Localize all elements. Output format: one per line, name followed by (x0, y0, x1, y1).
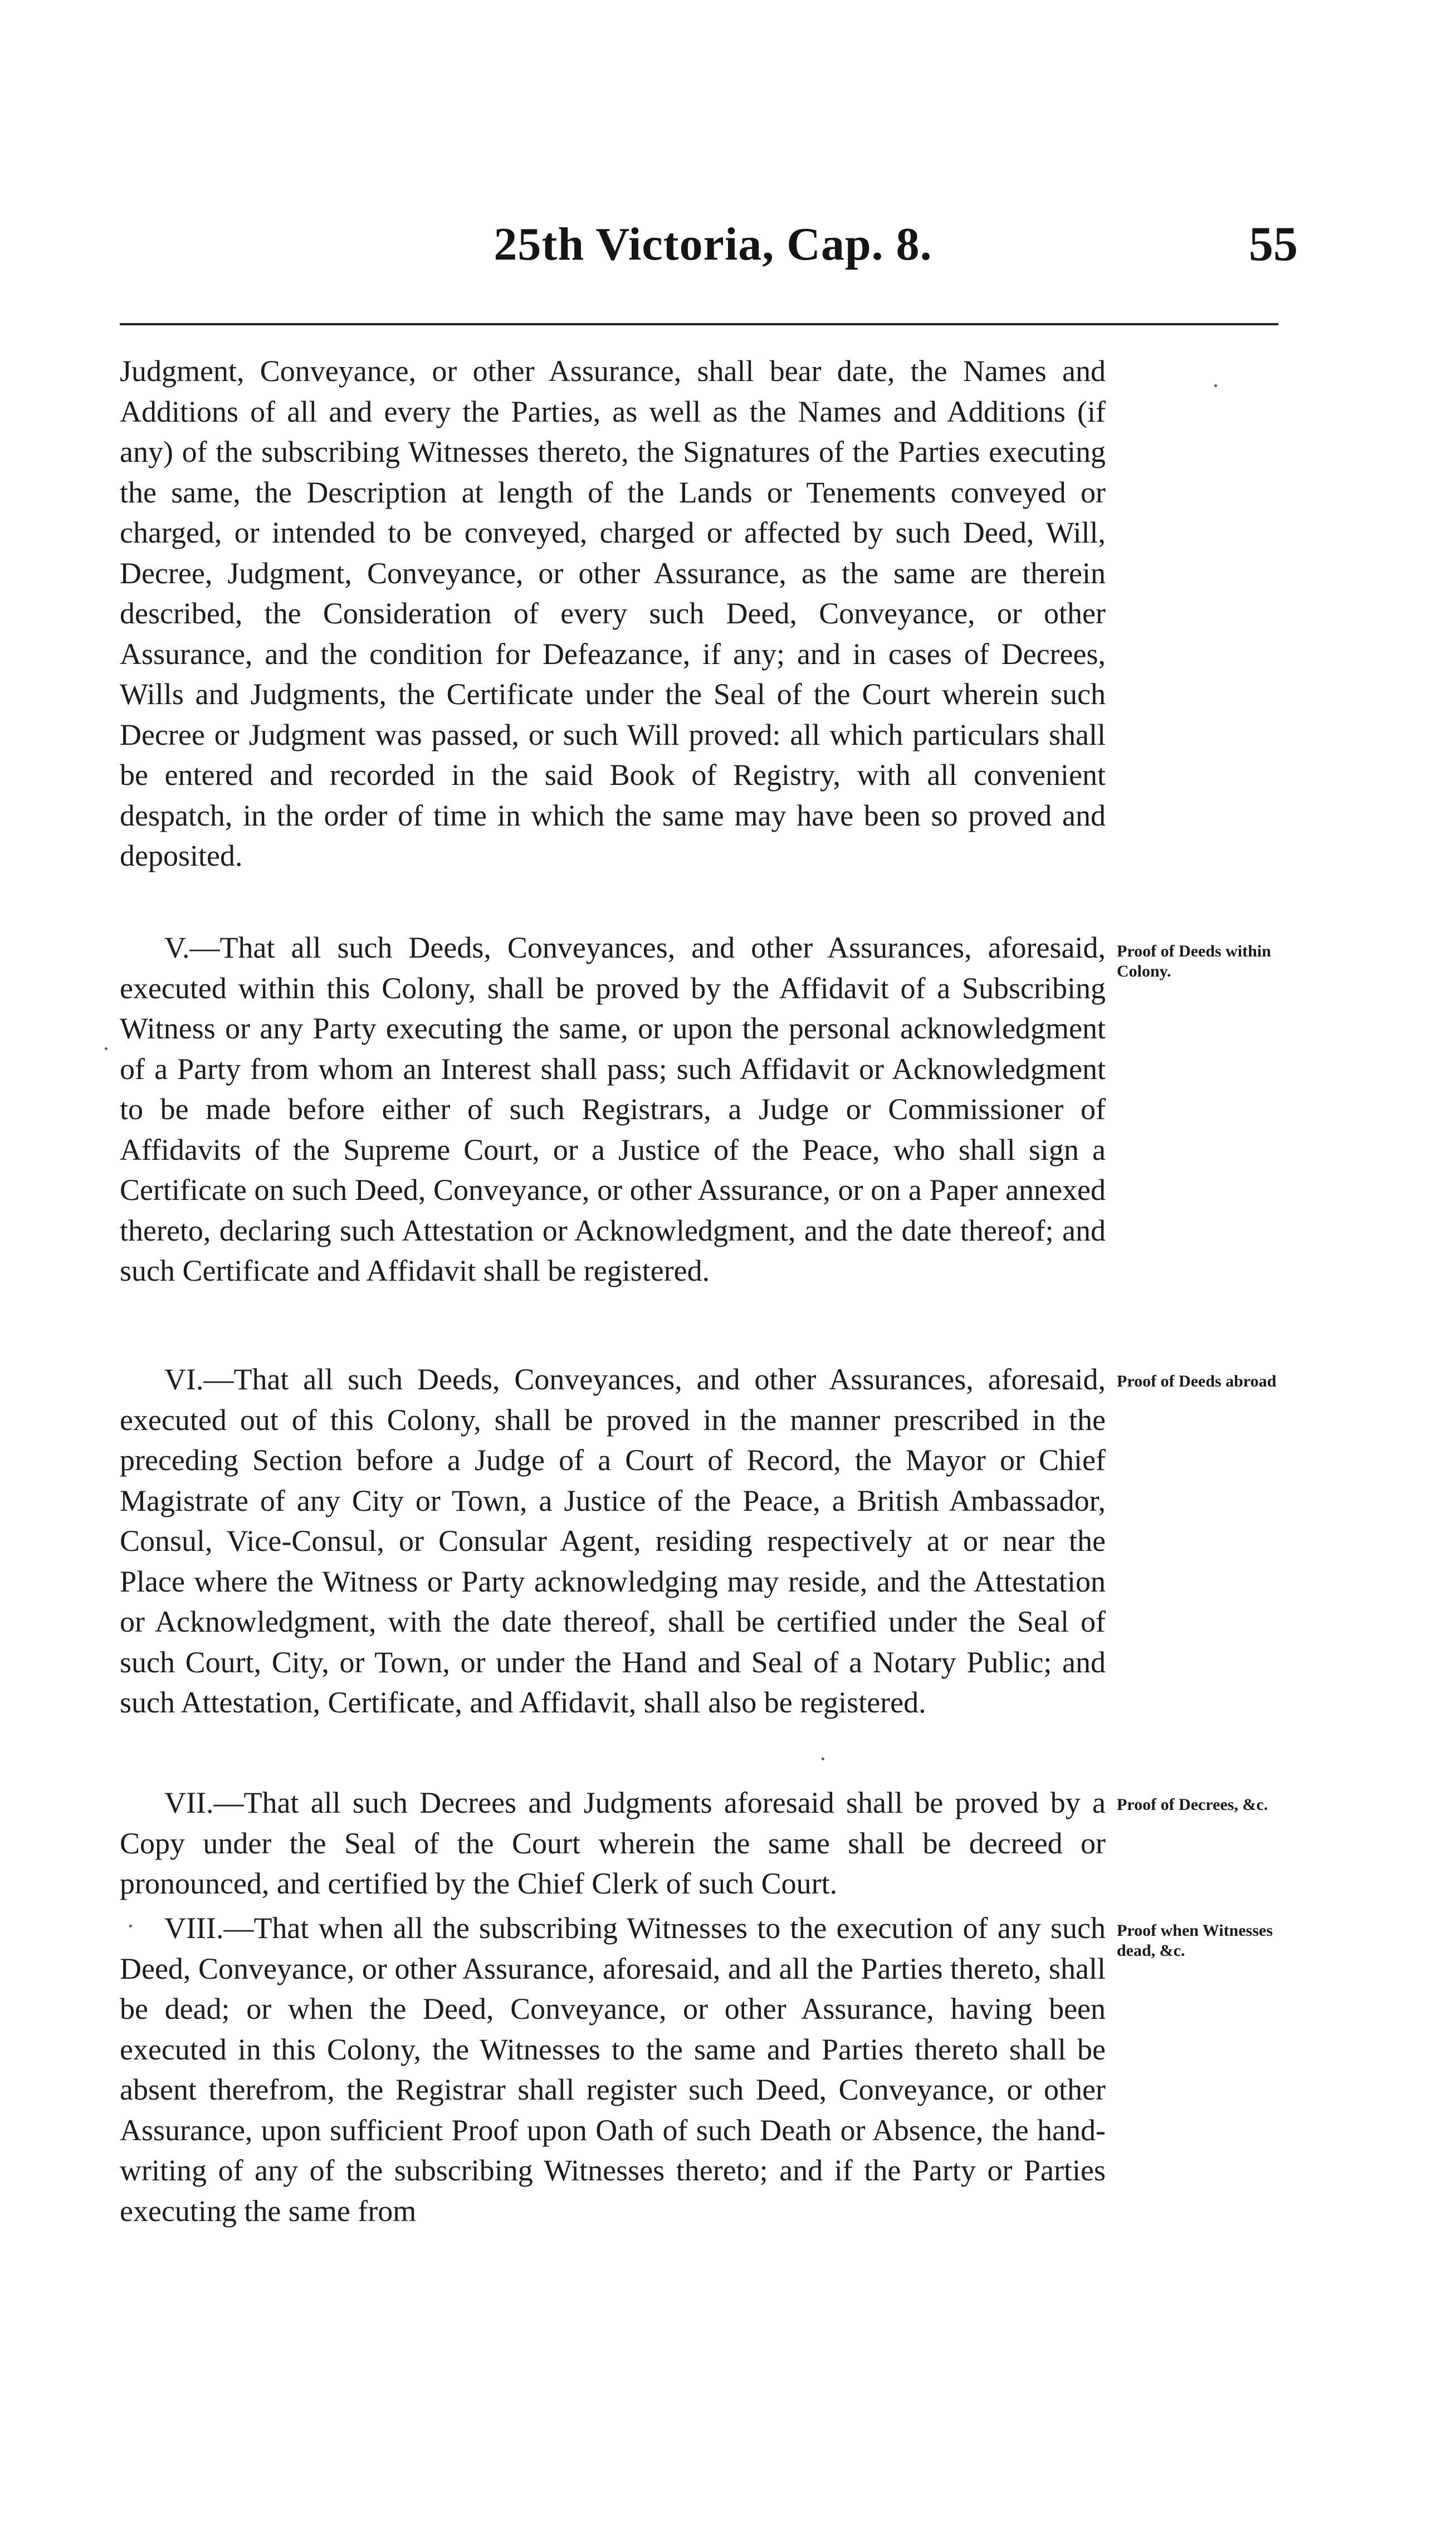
page-number: 55 (1249, 217, 1298, 271)
print-speck (1214, 384, 1217, 387)
continuation-paragraph (120, 351, 1106, 876)
header-rule (120, 323, 1278, 325)
margin-note-section-vi: Proof of Deeds abroad (1117, 1372, 1277, 1390)
section-viii-text: VIII.—That when all the subscribing Witnesses to the execution of any such Deed, Conveyance, or other Assurance, aforesaid, and all the Parties thereto, shall be dead; or when the Deed, Conveyance, or other Assurance, having been executed in this Colony, the Witnesses to the same and Parties thereto shall be absent therefrom, the Registrar shall register such Deed, Conveyance, or other Assurance, upon sufficient Proof upon Oath of such Death or Absence, the hand-writing of any of the subscribing Witnesses thereto; and if the Party or Parties executing the same from (120, 1911, 1106, 2228)
section-vii-text: VII.—That all such Decrees and Judgments aforesaid shall be proved by a Copy under the Seal of the Court wherein the same shall be decreed or pronounced, and certified by the Chief Clerk of such Court. (120, 1786, 1106, 1900)
section-vi-text: VI.—That all such Deeds, Conveyances, and other Assurances, aforesaid, executed out of this Colony, shall be proved in the manner prescribed in the preceding Section before a Judge of a Court of Record, the Mayor or Chief Magistrate of any City or Town, a Justice of the Peace, a British Ambassador, Consul, Vice-Consul, or Consular Agent, residing respectively at or near the Place where the Witness or Party acknowledging may reside, and the Attestation or Acknowledgment, with the date thereof, shall be certified under the Seal of such Court, City, or Town, or under the Hand and Seal of a Notary Public; and such Attestation, Certificate, and Affidavit, shall also be registered. (120, 1363, 1106, 1719)
print-speck (105, 1047, 108, 1050)
section-v-text: V.—That all such Deeds, Conveyances, and other Assurances, aforesaid, executed within this Colony, shall be proved by the Affidavit of a Subscribing Witness or any Party executing the same, or upon the personal acknowledgment of a Party from whom an Interest shall pass; such Affidavit or Acknowledgment to be made before either of such Registrars, a Judge or Commissioner of Affidavits of the Supreme Court, or a Justice of the Peace, who shall sign a Certificate on such Deed, Conveyance, or other Assurance, or on a Paper annexed thereto, declaring such Attestation or Acknowledgment, and the date thereof; and such Certificate and Affidavit shall be registered. (120, 931, 1106, 1287)
continuation-text: Judgment, Conveyance, or other Assurance, shall bear date, the Names and Additions of all and every the Parties, as well as the Names and Additions (if any) of the subscribing Witnesses thereto, the Signatures of the Parties executing the same, the Description at length of the Lands or Tenements conveyed or charged, or intended to be conveyed, charged or affected by such Deed, Will, Decree, Judgment, Conveyance, or other Assurance, as the same are therein described, the Consideration of every such Deed, Conveyance, or other Assurance, and the condition for Defeazance, if any; and in cases of Decrees, Wills and Judgments, the Certificate under the Seal of the Court wherein such Decree or Judgment was passed, or such Will proved: all which particulars shall be entered and recorded in the said Book of Registry, with all convenient despatch, in the order of time in which the same may have been so proved and deposited. (120, 354, 1106, 872)
print-speck (129, 1925, 132, 1927)
section-vi (120, 1359, 1106, 1723)
section-vii (120, 1783, 1106, 1904)
margin-note-section-viii: Proof when Witnesses dead, &c. (1117, 1921, 1273, 1960)
margin-note-section-vii: Proof of Decrees, &c. (1117, 1795, 1268, 1814)
running-title: 25th Victoria, Cap. 8. (494, 218, 932, 270)
section-viii (120, 1908, 1106, 2231)
section-v (120, 928, 1106, 1291)
margin-note-section-v: Proof of Deeds within Colony. (1117, 942, 1271, 980)
print-speck (822, 1758, 824, 1760)
